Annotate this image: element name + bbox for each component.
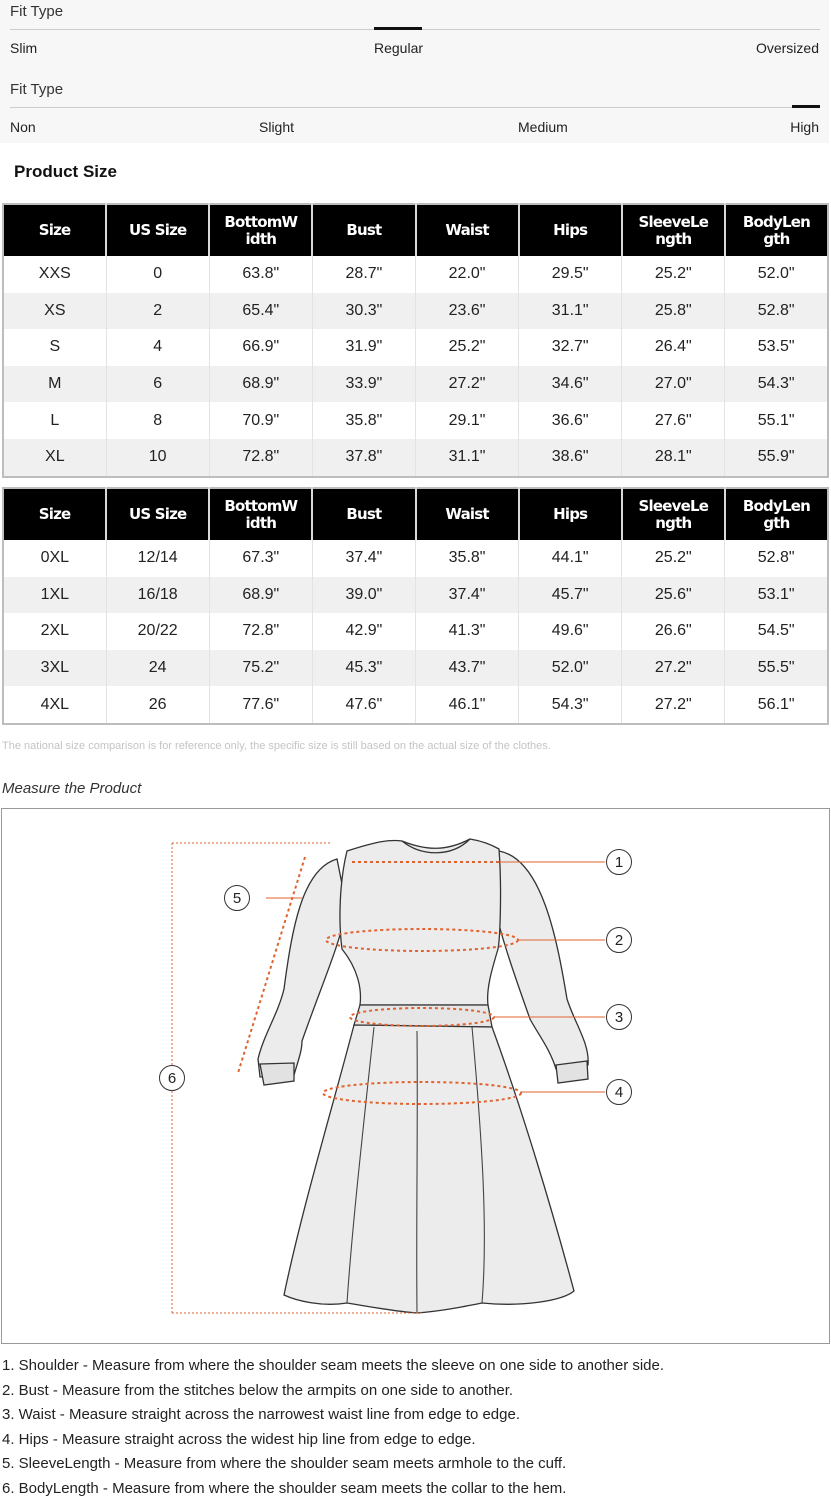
fit-label-slight: Slight	[259, 119, 295, 135]
table-cell: 42.9"	[312, 613, 415, 650]
table-header-row	[3, 204, 828, 256]
right-cuff	[556, 1061, 588, 1083]
table-row	[3, 686, 828, 724]
table-cell: 54.3"	[725, 366, 828, 403]
table-cell: 55.1"	[725, 402, 828, 439]
table-cell: 32.7"	[519, 329, 622, 366]
table-cell: 37.8"	[312, 439, 415, 477]
table-row	[3, 256, 828, 293]
column-header: Bust	[312, 488, 415, 540]
table-cell: 30.3"	[312, 293, 415, 330]
table-row	[3, 439, 828, 477]
table-cell: 55.9"	[725, 439, 828, 477]
table-cell: 43.7"	[416, 650, 519, 687]
fit-type-title: Fit Type	[10, 3, 64, 20]
table-body	[3, 540, 828, 724]
instruction-waist: 3. Waist - Measure straight across the narrowest waist line from edge to edge.	[2, 1406, 521, 1424]
table-cell: 45.3"	[312, 650, 415, 687]
table-cell: XXS	[38, 265, 71, 283]
table-row	[3, 293, 828, 330]
instruction-sleeve-length: 5. SleeveLength - Measure from where the shoulder seam meets armhole to the cuff.	[2, 1455, 567, 1473]
table-cell: 27.6"	[622, 402, 725, 439]
table-cell: L	[50, 411, 60, 429]
table-cell: 26	[106, 686, 209, 724]
table-cell: 70.9"	[209, 402, 312, 439]
table-cell: 37.4"	[312, 540, 415, 577]
marker-1: 1	[614, 854, 624, 871]
table-cell: 25.8"	[622, 293, 725, 330]
dress-illustration	[2, 809, 829, 1343]
table-cell: 28.1"	[622, 439, 725, 477]
instruction-shoulder: 1. Shoulder - Measure from where the shoulder seam meets the sleeve on one side to another side.	[2, 1357, 665, 1374]
fit-label-non: Non	[10, 119, 36, 135]
instruction-bust: 2. Bust - Measure from the stitches below the armpits on one side to another.	[2, 1381, 514, 1399]
table-cell: 0XL	[40, 549, 70, 567]
table-cell: 47.6"	[312, 686, 415, 724]
fit-label-high: High	[790, 119, 819, 135]
column-header: BottomW idth	[209, 204, 312, 256]
instruction-hips: 4. Hips - Measure straight across the widest hip line from edge to edge.	[2, 1430, 476, 1448]
table-cell: 65.4"	[209, 293, 312, 330]
table-row	[3, 329, 828, 366]
measurement-instructions	[2, 1354, 664, 1502]
fit-type-title: Fit Type	[10, 81, 64, 98]
column-header: US Size	[106, 204, 209, 256]
table-cell: 27.2"	[416, 366, 519, 403]
fit-scale-line	[10, 107, 820, 108]
column-header: Waist	[416, 204, 519, 256]
fit-selected-marker	[374, 27, 422, 30]
table-header-row	[3, 488, 828, 540]
column-header: BodyLen gth	[725, 488, 828, 540]
table-cell: 44.1"	[519, 540, 622, 577]
table-cell: 56.1"	[725, 686, 828, 724]
table-cell: 67.3"	[209, 540, 312, 577]
table-cell: 68.9"	[209, 577, 312, 614]
table-cell: 52.8"	[725, 540, 828, 577]
size-reference-note: The national size comparison is for reference only, the specific size is still based on the actual size of the clothes.	[2, 740, 551, 752]
table-cell: 77.6"	[209, 686, 312, 724]
table-cell: 12/14	[106, 540, 209, 577]
table-cell: 52.8"	[725, 293, 828, 330]
table-cell: 52.0"	[519, 650, 622, 687]
table-cell: 53.5"	[725, 329, 828, 366]
table-row	[3, 613, 828, 650]
table-cell: 35.8"	[312, 402, 415, 439]
table-cell: 29.1"	[416, 402, 519, 439]
table-cell: 55.5"	[725, 650, 828, 687]
table-cell: 26.6"	[622, 613, 725, 650]
table-cell: 25.2"	[622, 540, 725, 577]
table-cell: 29.5"	[519, 256, 622, 293]
table-cell: XL	[3, 439, 106, 477]
table-cell: 25.2"	[622, 256, 725, 293]
table-cell: 2XL	[40, 622, 70, 640]
table-cell: 72.8"	[209, 613, 312, 650]
table-cell: 52.0"	[725, 256, 828, 293]
column-header: Waist	[416, 488, 519, 540]
table-cell: 37.4"	[416, 577, 519, 614]
fit-label-oversized: Oversized	[755, 40, 819, 56]
table-cell: 75.2"	[209, 650, 312, 687]
column-header: SleeveLe ngth	[622, 488, 725, 540]
table-cell: S	[49, 338, 61, 356]
table-cell: 24	[106, 650, 209, 687]
column-header: Bust	[312, 204, 415, 256]
table-cell: 54.3"	[519, 686, 622, 724]
table-row	[3, 540, 828, 577]
table-cell: 31.1"	[519, 293, 622, 330]
table-cell: 0	[106, 256, 209, 293]
fit-type-panel	[0, 0, 829, 143]
marker-4: 4	[614, 1084, 624, 1101]
table-cell: 31.1"	[416, 439, 519, 477]
table-cell: 27.2"	[622, 650, 725, 687]
column-header: SleeveLe ngth	[622, 204, 725, 256]
table-cell: 27.2"	[622, 686, 725, 724]
table-cell: 20/22	[106, 613, 209, 650]
table-cell: 8	[106, 402, 209, 439]
marker-3: 3	[614, 1009, 624, 1026]
table-cell: 1XL	[3, 577, 106, 614]
table-cell: 4XL	[40, 695, 70, 713]
table-cell: 49.6"	[519, 613, 622, 650]
table-cell: 34.6"	[519, 366, 622, 403]
table-cell: 27.0"	[622, 366, 725, 403]
table-cell: 53.1"	[725, 577, 828, 614]
column-header: BodyLen gth	[725, 204, 828, 256]
measurement-diagram	[1, 808, 830, 1344]
fit-label-medium: Medium	[518, 119, 568, 135]
column-header: Hips	[519, 488, 622, 540]
table-cell: 26.4"	[622, 329, 725, 366]
table-cell: 38.6"	[519, 439, 622, 477]
size-table-plus	[2, 487, 829, 725]
table-cell: 33.9"	[312, 366, 415, 403]
table-row	[3, 577, 828, 614]
table-cell: 4	[106, 329, 209, 366]
table-cell: 54.5"	[725, 613, 828, 650]
table-cell: 25.2"	[416, 329, 519, 366]
table-cell: 45.7"	[519, 577, 622, 614]
column-header: BottomW idth	[209, 488, 312, 540]
marker-5: 5	[232, 890, 242, 907]
table-row	[3, 366, 828, 403]
instruction-body-length: 6. BodyLength - Measure from where the shoulder seam meets the collar to the hem.	[2, 1479, 567, 1497]
marker-2: 2	[614, 932, 624, 949]
table-cell: M	[3, 366, 106, 403]
table-cell: 66.9"	[209, 329, 312, 366]
table-cell: 22.0"	[416, 256, 519, 293]
table-cell: 25.6"	[622, 577, 725, 614]
skirt	[284, 1025, 574, 1313]
table-cell: 23.6"	[416, 293, 519, 330]
skirt-seam	[417, 1031, 418, 1313]
table-cell: 28.7"	[312, 256, 415, 293]
table-cell: XS	[3, 293, 106, 330]
table-cell: 63.8"	[209, 256, 312, 293]
table-row	[3, 402, 828, 439]
table-cell: 31.9"	[312, 329, 415, 366]
table-cell: 2	[106, 293, 209, 330]
table-cell: 68.9"	[209, 366, 312, 403]
measure-product-title: Measure the Product	[2, 780, 142, 797]
marker-6: 6	[167, 1070, 177, 1087]
table-cell: 36.6"	[519, 402, 622, 439]
bodice	[340, 839, 501, 1005]
table-cell: 3XL	[3, 650, 106, 687]
fit-label-slim: Slim	[10, 40, 38, 56]
size-table-regular	[2, 203, 829, 478]
table-body	[3, 256, 828, 477]
fit-label-regular: Regular	[374, 40, 424, 56]
table-cell: 72.8"	[209, 439, 312, 477]
table-cell: 10	[106, 439, 209, 477]
table-row	[3, 650, 828, 687]
table-cell: 6	[106, 366, 209, 403]
fit-selected-marker	[792, 105, 820, 108]
column-header: Hips	[519, 204, 622, 256]
right-sleeve	[495, 851, 588, 1069]
left-cuff	[260, 1063, 294, 1085]
table-cell: 46.1"	[416, 686, 519, 724]
column-header: US Size	[106, 488, 209, 540]
table-cell: 16/18	[106, 577, 209, 614]
table-cell: 35.8"	[416, 540, 519, 577]
table-cell: 41.3"	[416, 613, 519, 650]
column-header: Size	[3, 488, 106, 540]
table-cell: 39.0"	[312, 577, 415, 614]
product-size-title: Product Size	[14, 162, 117, 181]
column-header: Size	[3, 204, 106, 256]
